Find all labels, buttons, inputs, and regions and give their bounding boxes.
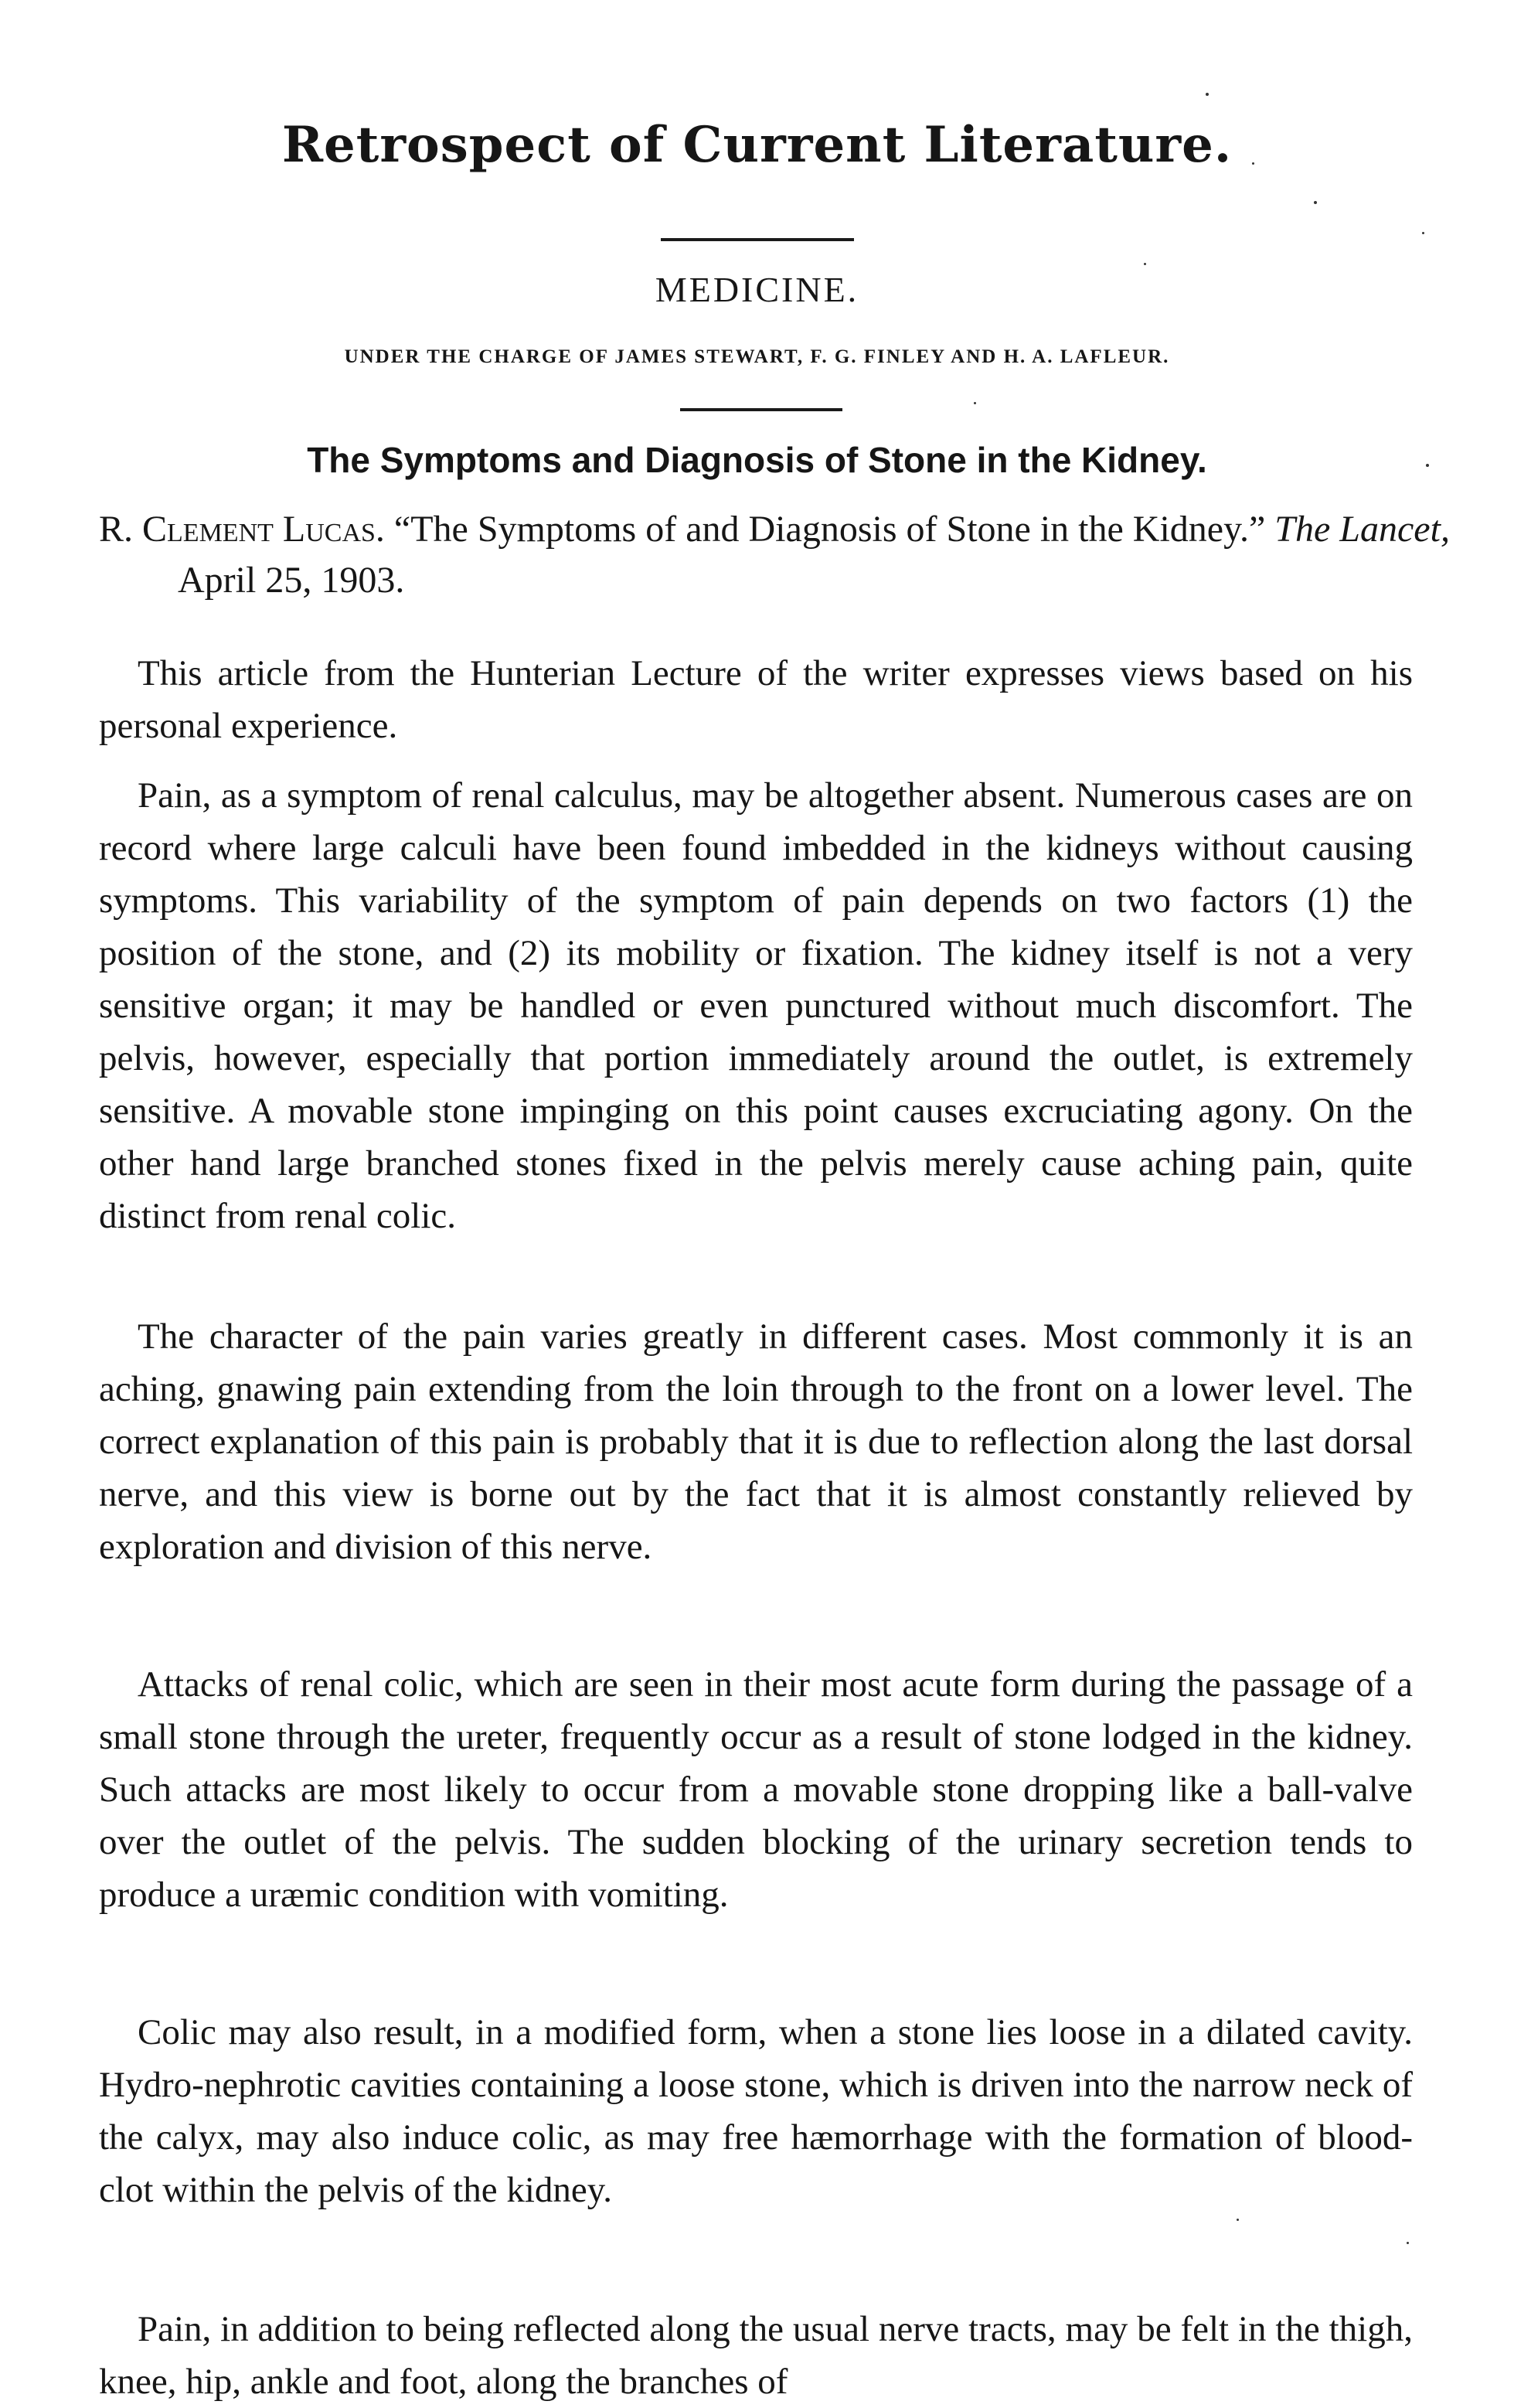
scan-speck <box>1144 263 1146 265</box>
scan-speck <box>1314 201 1317 204</box>
paragraph: Pain, as a symptom of renal calculus, may be altogether absent. Numerous cases are on record where large calculi have been found imbedded in the kidneys without causing symptoms. This variability of the symptom of pain depends on two factors (1) the position of the stone, and (2) its mobility or fixation. The kidney itself is not a very sensitive organ; it may be handled or even punctured without much discomfort. The pelvis, however, especially that portion immediately around the outlet, is extremely sensitive. A movable stone impinging on this point causes excruciating agony. On the other hand large branched stones fixed in the pelvis merely cause aching pain, quite distinct from renal colic. <box>99 775 1413 1236</box>
header-rule-top <box>661 238 854 241</box>
paragraph: Colic may also result, in a modified form, when a stone lies loose in a dilated cavity. Hydro-nephrotic cavities containing a loose stone, which is driven into the narrow neck of the calyx, may also induce colic, as may free hæmorrhage with the formation of blood-clot within the pelvis of the kidney. <box>99 2012 1413 2210</box>
editors-line: UNDER THE CHARGE OF JAMES STEWART, F. G. FINLEY AND H. A. LAFLEUR. <box>344 346 1170 367</box>
scan-speck <box>1237 2219 1239 2221</box>
citation-author: R. Clement Lucas. <box>99 509 385 550</box>
scan-speck <box>1206 93 1209 96</box>
header-rule-bottom <box>680 408 842 411</box>
scan-speck <box>1407 2242 1409 2244</box>
running-title: Retrospect of Current Literature. <box>281 116 1233 174</box>
paragraph: The character of the pain varies greatly in different cases. Most commonly it is an aching, gnawing pain extending from the loin through to the front on a lower level. The correct explanation of this pain is probably that it is due to reflection along the last dorsal nerve, and this view is borne out by the fact that it is almost constantly relieved by exploration and division of this nerve. <box>99 1316 1413 1567</box>
paragraph: Attacks of renal colic, which are seen in their most acute form during the passage of a small stone through the ureter, frequently occur as a result of stone lodged in the kidney. Such attacks are most likely to occur from a movable stone dropping like a ball-valve over the outlet of the pelvis. The sudden blocking of the urinary secretion tends to produce a uræmic condition with vomiting. <box>99 1664 1413 1915</box>
citation <box>99 504 1492 606</box>
citation-date: April 25, 1903. <box>178 560 405 601</box>
paragraph: Pain, in addition to being reflected along the usual nerve tracts, may be felt in the thigh, knee, hip, ankle and foot, along the branches of <box>99 2309 1413 2402</box>
paragraph: This article from the Hunterian Lecture of the writer expresses views based on his personal experience. <box>99 653 1413 746</box>
citation-paper-title: “The Symptoms of and Diagnosis of Stone in the Kidney.” <box>393 509 1266 550</box>
scan-speck <box>974 402 976 404</box>
article-title: The Symptoms and Diagnosis of Stone in the Kidney. <box>307 440 1207 480</box>
citation-journal: The Lancet, <box>1274 509 1450 550</box>
scan-speck <box>1426 464 1429 467</box>
section-heading: MEDICINE. <box>655 270 859 309</box>
scan-speck <box>1422 232 1424 234</box>
scan-speck <box>1252 162 1254 165</box>
